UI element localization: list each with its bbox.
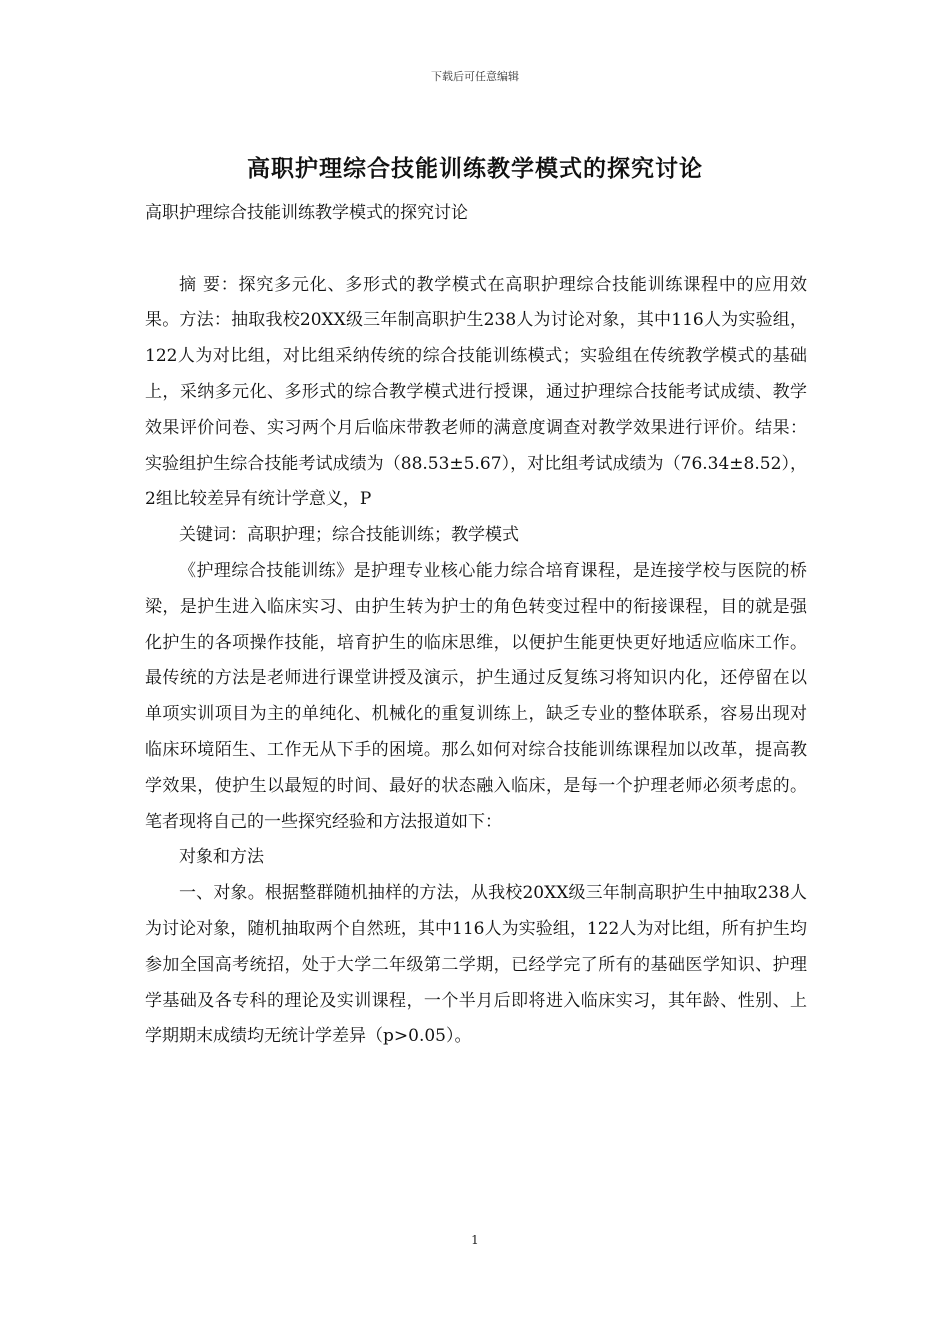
- section-heading: 对象和方法: [179, 847, 264, 868]
- document-subtitle: 高职护理综合技能训练教学模式的探究讨论: [145, 203, 468, 223]
- abstract-paragraph: 摘 要：探究多元化、多形式的教学模式在高职护理综合技能训练课程中的应用效果。方法：抽取我校20XX级三年制高职护生238人为讨论对象，其中116人为实验组，122人为对比组，对比组采纳传统的综合技能训练模式；实验组在传统教学模式的基础上，采纳多元化、多形式的综合教学模式进行授课，通过护理综合技能考试成绩、教学效果评价问卷、实习两个月后临床带教老师的满意度调查对教学效果进行评价。结果：实验组护生综合技能考试成绩为（88.53±5.67），对比组考试成绩为（76.34±8.52），2组比较差异有统计学意义，P: [145, 274, 807, 510]
- header-note: 下载后可任意编辑: [431, 70, 519, 83]
- intro-paragraph: 《护理综合技能训练》是护理专业核心能力综合培育课程，是连接学校与医院的桥梁，是护生进入临床实习、由护生转为护士的角色转变过程中的衔接课程，目的就是强化护生的各项操作技能，培育护生的临床思维，以便护生能更快更好地适应临床工作。最传统的方法是老师进行课堂讲授及演示，护生通过反复练习将知识内化，还停留在以单项实训项目为主的单纯化、机械化的重复训练上，缺乏专业的整体联系，容易出现对临床环境陌生、工作无从下手的困境。那么如何对综合技能训练课程加以改革，提高教学效果，使护生以最短的时间、最好的状态融入临床，是每一个护理老师必须考虑的。笔者现将自己的一些探究经验和方法报道如下：: [145, 560, 807, 832]
- document-title: 高职护理综合技能训练教学模式的探究讨论: [247, 155, 703, 182]
- blank-line: [145, 232, 807, 268]
- page-number: 1: [471, 1233, 479, 1247]
- keywords-paragraph: 关键词：高职护理；综合技能训练；教学模式: [179, 525, 519, 546]
- document-body: [145, 196, 807, 1055]
- objects-paragraph: 一、对象。根据整群随机抽样的方法，从我校20XX级三年制高职护生中抽取238人为讨论对象，随机抽取两个自然班，其中116人为实验组，122人为对比组，所有护生均参加全国高考统招，处于大学二年级第二学期，已经学完了所有的基础医学知识、护理学基础及各专科的理论及实训课程，一个半月后即将进入临床实习，其年龄、性别、上学期期末成绩均无统计学差异（p>0.05）。: [145, 883, 807, 1047]
